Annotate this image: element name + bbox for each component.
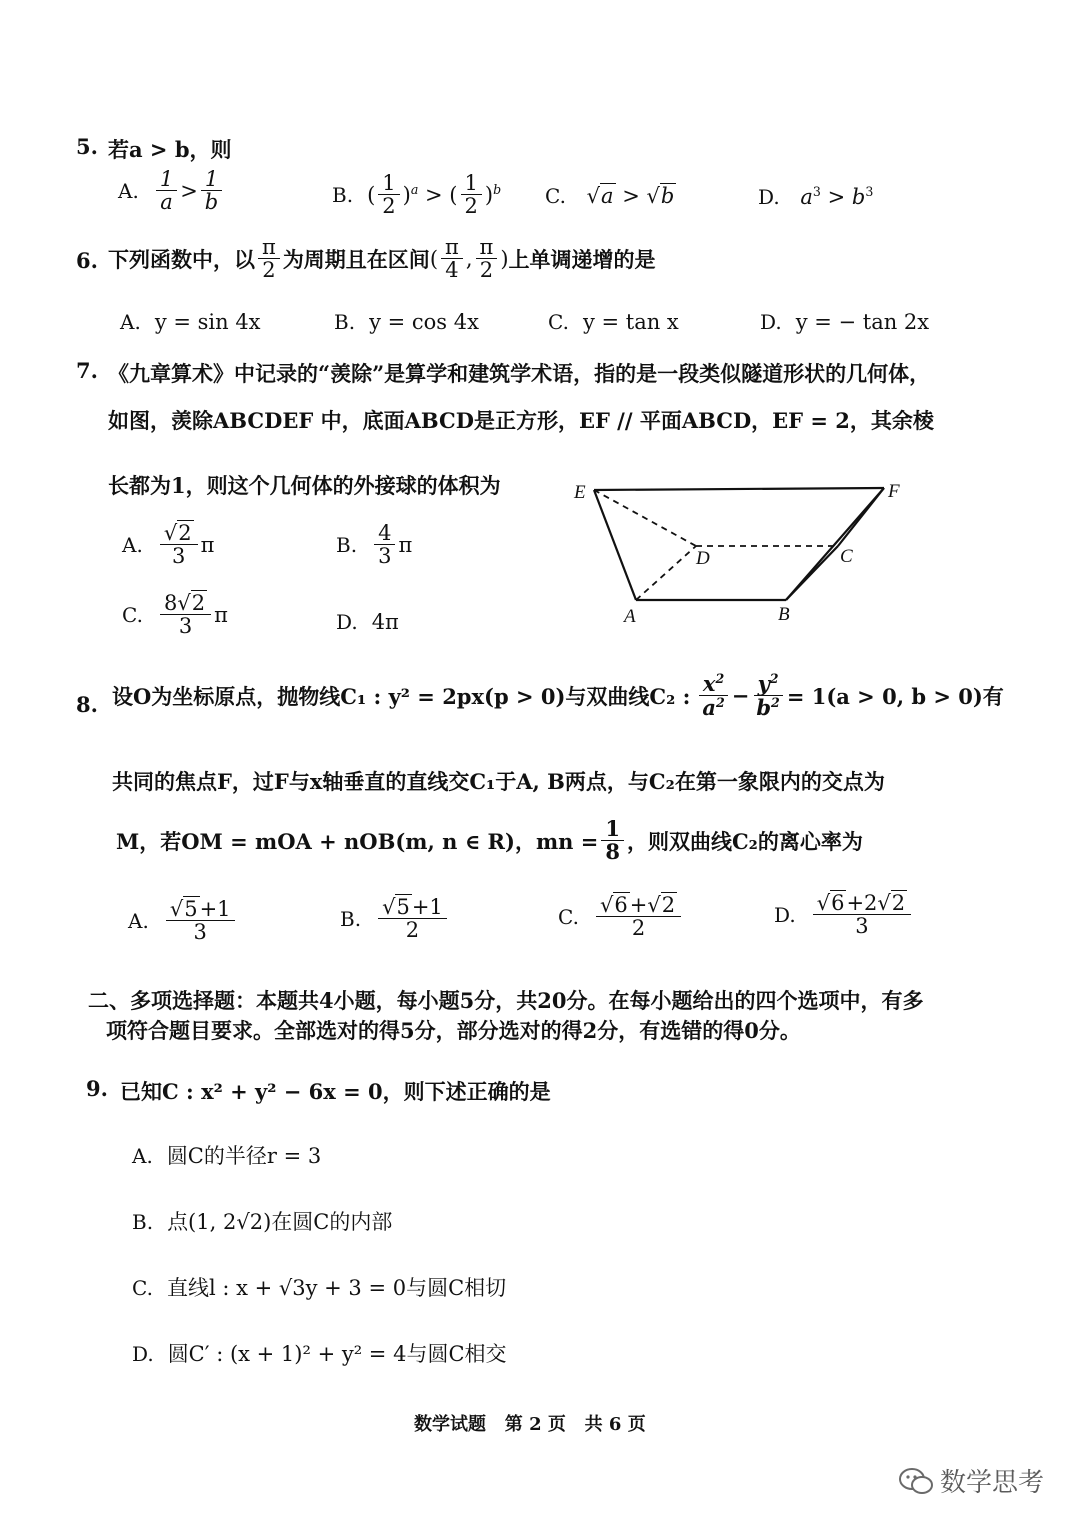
- label-e: E: [574, 482, 586, 503]
- q8-option-b: B. $\frac{√5+1}{2}$: [340, 896, 450, 941]
- q6-stem: 下列函数中，以 $\frac{\pi}{2}$ 为周期且在区间 ( $\frac{\pi}{4}$ , $\frac{\pi}{2}$ ) 上单调递增的是: [108, 235, 656, 283]
- q6-option-a: A. y = sin 4x: [120, 310, 261, 334]
- q6-option-d: D. y = − tan 2x: [760, 310, 930, 334]
- q7-line3: 长都为1，则这个几何体的外接球的体积为: [108, 473, 501, 498]
- label-a: A: [624, 606, 636, 627]
- edge-bc: [786, 546, 838, 600]
- q7-option-c: C. $\frac{8√2}{3}$ π: [122, 591, 228, 639]
- q7-option-d: D. 4π: [336, 610, 399, 634]
- wechat-icon: [898, 1466, 934, 1496]
- label-b: B: [778, 604, 790, 625]
- q9-option-c: C. 直线l : x + √3y + 3 = 0与圆C相切: [132, 1276, 507, 1300]
- q7-line1: 《九章算术》中记录的“羡除”是算学和建筑学术语，指的是一段类似隧道形状的几何体，: [108, 361, 931, 386]
- section2-line1: 二、多项选择题：本题共4小题，每小题5分，共20分。在每小题给出的四个选项中，有多: [88, 988, 924, 1013]
- edge-ed: [594, 490, 696, 546]
- page-footer: 数学试题 第 2 页 共 6 页: [414, 1414, 646, 1435]
- section2-line2: 项符合题目要求。全部选对的得5分，部分选对的得2分，有选错的得0分。: [106, 1018, 801, 1043]
- q7-option-b: B. $\frac{4}{3}$ π: [336, 521, 413, 569]
- q7-option-a: A. $\frac{√2}{3}$ π: [122, 521, 215, 569]
- q6-number: 6.: [76, 248, 98, 273]
- q7-figure: [560, 470, 920, 630]
- q8-line2: 共同的焦点F，过F与x轴垂直的直线交C₁于A, B两点，与C₂在第一象限内的交点为: [112, 769, 885, 794]
- watermark: [898, 1462, 1044, 1499]
- q5-option-b: B. ( $\frac{1}{2}$ )$^a$ > ( $\frac{1}{2}$ )$^b$: [332, 171, 502, 219]
- q5-option-c: C. √a > √b: [545, 184, 675, 208]
- q9-option-a: A. 圆C的半径r = 3: [132, 1144, 322, 1168]
- q7-number: 7.: [76, 358, 98, 383]
- q6-option-b: B. y = cos 4x: [334, 310, 479, 334]
- label-d: D: [696, 548, 710, 569]
- q8-number: 8.: [76, 692, 98, 717]
- q9-stem: 已知C : x² + y² − 6x = 0，则下述正确的是: [120, 1079, 551, 1104]
- edge-ad: [636, 546, 696, 600]
- q8-option-a: A. $\frac{√5+1}{3}$: [128, 898, 238, 943]
- q5-option-a: A. $\frac{1}{a}$ > $\frac{1}{b}$: [118, 168, 225, 213]
- q6-option-c: C. y = tan x: [548, 310, 679, 334]
- edge-ef: [594, 488, 884, 490]
- label-c: C: [840, 546, 853, 567]
- q9-option-b: B. 点(1, 2√2)在圆C的内部: [132, 1210, 393, 1234]
- q8-line3: M，若OM = mOA + nOB(m, n ∈ R)，mn = $\frac{1}{8}$ ，则双曲线C₂的离心率为: [116, 816, 863, 865]
- q5-stem: 若a > b，则: [108, 137, 232, 162]
- label-f: F: [888, 481, 900, 502]
- q9-option-d: D. 圆C′ : (x + 1)² + y² = 4与圆C相交: [132, 1342, 507, 1366]
- q8-line1: 设O为坐标原点，抛物线C₁ : y² = 2px(p > 0)与双曲线C₂ : $\frac{x^2}{a^2}$ − $\frac{y^2}{b^2}$ = 1(a > 0, b > 0)有: [112, 671, 1004, 721]
- edge-cf: [838, 488, 884, 546]
- q8-option-d: D. $\frac{√6+2√2}{3}$: [774, 892, 914, 937]
- q7-line2: 如图，羡除ABCDEF 中，底面ABCD是正方形，EF // 平面ABCD，EF = 2，其余棱: [108, 408, 934, 433]
- edge-ea: [594, 490, 636, 600]
- q9-number: 9.: [86, 1076, 108, 1101]
- q5-option-d: D. $a^3 > b^3$: [758, 184, 874, 209]
- watermark-text: 数学思考: [940, 1468, 1045, 1498]
- q5-number: 5.: [76, 134, 98, 159]
- q8-option-c: C. $\frac{√6+√2}{2}$: [558, 894, 684, 939]
